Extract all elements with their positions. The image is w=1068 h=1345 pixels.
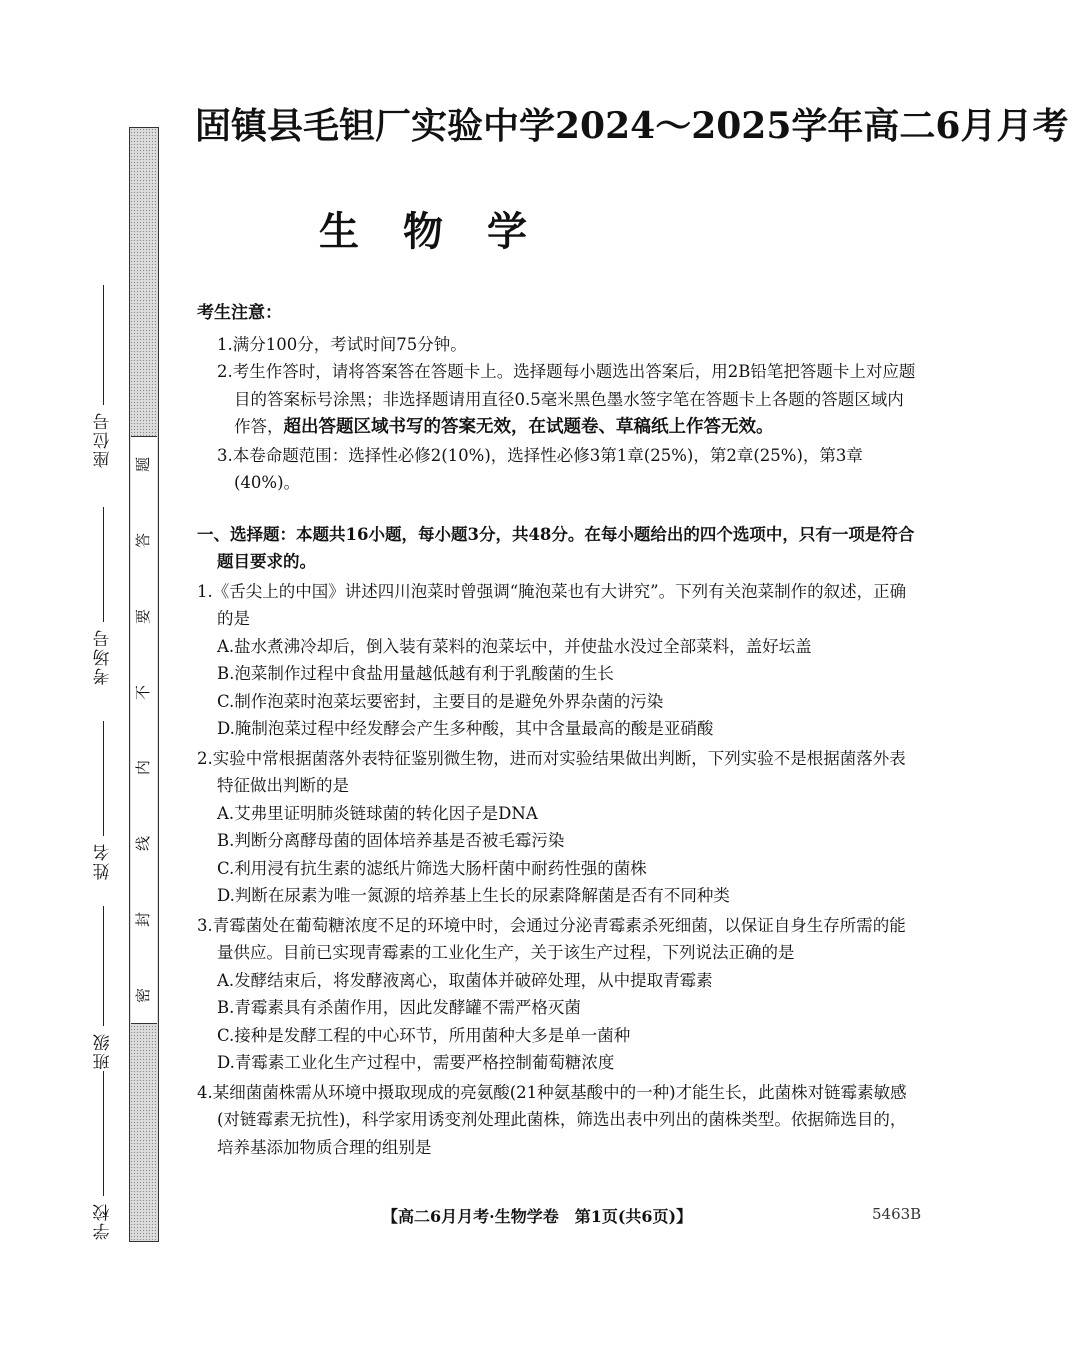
question-stem: 3.青霉菌处在葡萄糖浓度不足的环境中时，会通过分泌青霉素杀死细菌，以保证自身生存所需的能量供应。目前已实现青霉素的工业化生产，关于该生产过程，下列说法正确的是 <box>197 915 906 962</box>
option-c: C.利用浸有抗生素的滤纸片筛选大肠杆菌中耐药性强的菌株 <box>217 858 647 878</box>
question-2 <box>197 745 917 910</box>
notice-item: 2.考生作答时，请将答案答在答题卡上。选择题每小题选出答案后，用2B铅笔把答题卡上对应题目的答案标号涂黑；非选择题请用直径0.5毫米黑色墨水签字笔在答题卡上各题的答题区域内作答，超出答题区域书写的答案无效，在试题卷、草稿纸上作答无效。 <box>217 362 916 437</box>
option-b: B.判断分离酵母菌的固体培养基是否被毛霉污染 <box>217 831 565 850</box>
name-field: 姓名 <box>78 700 128 880</box>
notice-item: 1.满分100分，考试时间75分钟。 <box>217 334 467 354</box>
question-stem: 4.某细菌菌株需从环境中摄取现成的亮氨酸(21种氨基酸中的一种)才能生长，此菌株对链霉素敏感(对链霉素无抗性)，科学家用诱变剂处理此菌株，筛选出表中列出的菌株类型。依据筛选目的，培养基添加物质合理的组别是 <box>197 1082 907 1157</box>
option-b: B.泡菜制作过程中食盐用量越低越有利于乳酸菌的生长 <box>217 664 614 683</box>
question-stem: 2.实验中常根据菌落外表特征鉴别微生物，进而对实验结果做出判断，下列实验不是根据菌落外表特征做出判断的是 <box>197 748 906 795</box>
question-stem: 1.《舌尖上的中国》讲述四川泡菜时曾强调“腌泡菜也有大讲究”。下列有关泡菜制作的叙述，正确的是 <box>197 581 907 628</box>
paper-code: 5463B <box>872 1205 922 1223</box>
notice-item: 3.本卷命题范围：选择性必修2(10%)，选择性必修3第1章(25%)，第2章(25%)，第3章(40%)。 <box>217 445 863 492</box>
option-b: B.青霉素具有杀菌作用，因此发酵罐不需严格灭菌 <box>217 998 581 1017</box>
exam-room-field: 考场号 <box>78 495 128 685</box>
seat-number-field: 座位号 <box>78 268 128 468</box>
seal-line-text: 密 封 线 内 不 要 答 题 <box>131 436 157 1024</box>
option-d: D.青霉素工业化生产过程中，需要严格控制葡萄糖浓度 <box>217 1053 615 1072</box>
option-a: A.艾弗里证明肺炎链球菌的转化因子是DNA <box>217 803 538 823</box>
option-a: A.盐水煮沸冷却后，倒入装有菜料的泡菜坛中，并使盐水没过全部菜料，盖好坛盖 <box>217 636 812 656</box>
school-field: 学校 <box>78 1040 128 1240</box>
question-4 <box>197 1079 917 1162</box>
question-3 <box>197 912 917 1077</box>
option-d: D.腌制泡菜过程中经发酵会产生多种酸，其中含量最高的酸是亚硝酸 <box>217 719 714 738</box>
binding-margin <box>0 0 190 1345</box>
exam-title: 固镇县毛钽厂实验中学2024～2025学年高二6月月考 <box>195 105 1068 147</box>
page-footer: 【高二6月月考·生物学卷 第1页(共6页)】 <box>382 1207 693 1226</box>
option-c: C.制作泡菜时泡菜坛要密封，主要目的是避免外界杂菌的污染 <box>217 691 664 711</box>
option-a: A.发酵结束后，将发酵液离心，取菌体并破碎处理，从中提取青霉素 <box>217 970 713 990</box>
option-d: D.判断在尿素为唯一氮源的培养基上生长的尿素降解菌是否有不同种类 <box>217 886 730 905</box>
subject-title: 生物学 <box>319 208 571 255</box>
paper-body <box>197 300 917 1161</box>
question-1 <box>197 578 917 743</box>
section-heading: 一、选择题：本题共16小题，每小题3分，共48分。在每小题给出的四个选项中，只有一项是符合题目要求的。 <box>197 524 915 571</box>
class-field: 班级 <box>78 870 128 1070</box>
seal-strip <box>129 127 159 1242</box>
option-c: C.接种是发酵工程的中心环节，所用菌种大多是单一菌种 <box>217 1025 631 1045</box>
notice-heading: 考生注意： <box>197 303 282 323</box>
